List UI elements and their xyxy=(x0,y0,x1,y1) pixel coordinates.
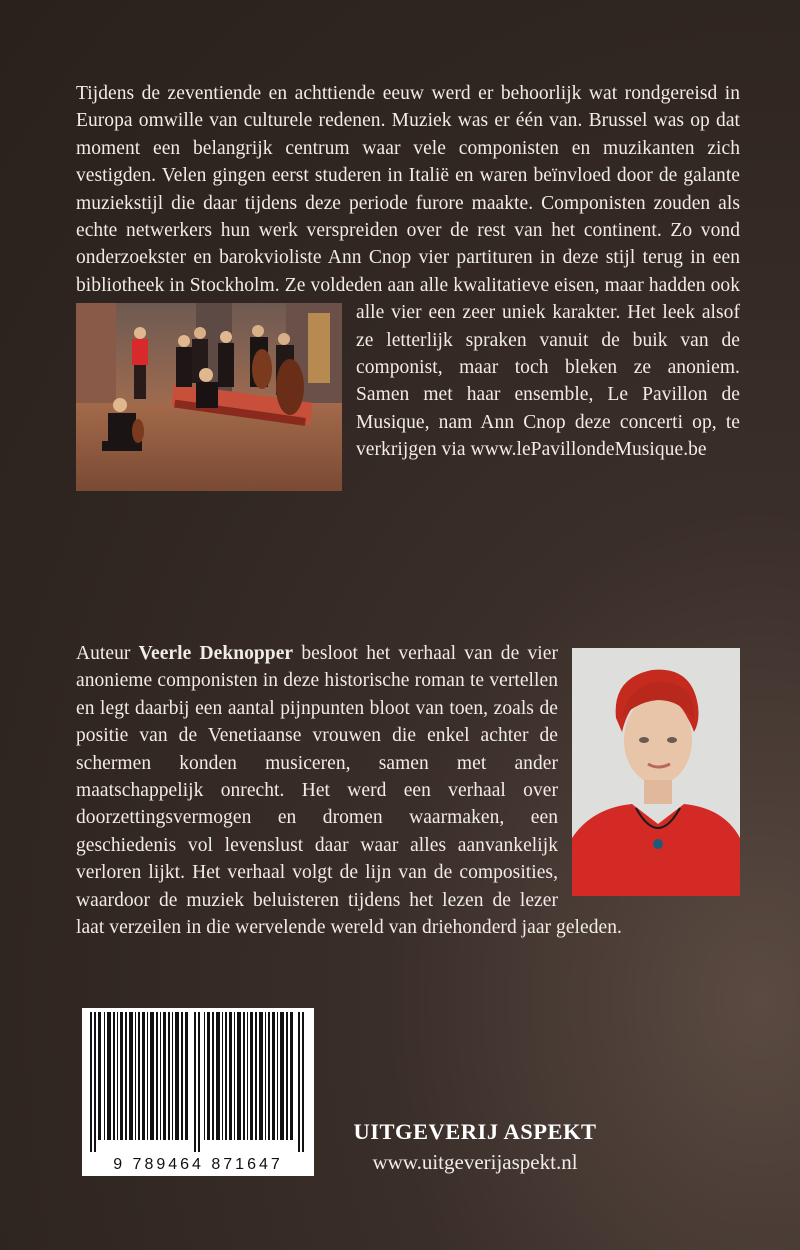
author-photo xyxy=(572,648,740,896)
ensemble-photo-wrapper xyxy=(76,303,342,491)
intro-paragraph xyxy=(76,80,740,497)
author-text: besloot het verhaal van de vier anonieme componisten in deze historische roman te vertellen en legt daarbij een aantal pijnpunten bloot van toen, zoals de positie van de Venetiaanse vrouwen die enkel achter de schermen konden musiceren, samen met ander maatschappelijk onrecht. Het werd een verhaal over doorzettingsvermogen en dromen waarmaken, een geschiedenis vol levenslust daar waar alles aanvankelijk verloren lijkt. Het verhaal volgt de lijn van de composities, waardoor de muziek beluisteren tijdens het lezen de lezer laat verzeilen in die wervelende wereld van driehonderd jaar geleden. xyxy=(76,643,622,939)
publisher-block xyxy=(332,1118,618,1178)
publisher-url: www.uitgeverijaspekt.nl xyxy=(372,1150,578,1174)
barcode-bars xyxy=(82,1008,314,1156)
intro-text-after-image: een zeer uniek karakter. Het leek alsof ze letterlijk spraken vanuit de buik van de componist, maar toch bleken ze anoniem. Samen met haar ensemble, Le Pavillon de Musique, nam Ann Cnop deze concerti op, te verkrijgen via www.lePavillondeMusique.be xyxy=(356,302,740,461)
author-name: Veerle Deknopper xyxy=(138,643,294,664)
intro-text-before-image: Tijdens de zeventiende en achttiende eeuw werd er behoorlijk wat rondgereisd in Europa omwille van culturele redenen. Muziek was er één van. Brussel was op dat moment een belangrijk centrum waar vele componisten en muzikanten zich vestigden. Velen gingen eerst studeren in Italië en waren beïnvloed door de galante muziekstijl die daar tijdens deze periode furore maakte. Componisten zouden als echte netwerkers hun werk verspreiden over de rest van het continent. Zo vond onderzoekster en barokvioliste Ann Cnop vier partituren in deze stijl terug in een bibliotheek in Stockholm. Ze voldeden aan alle kwalitatieve eisen, maar hadden ook alle vier xyxy=(76,83,740,324)
barcode xyxy=(82,1008,314,1176)
author-photo-wrapper xyxy=(572,648,740,896)
ensemble-photo xyxy=(76,303,342,491)
barcode-digits: 9 789464 871647 xyxy=(113,1156,283,1173)
author-paragraph xyxy=(76,640,740,941)
publisher-name: UITGEVERIJ ASPEKT xyxy=(353,1119,597,1144)
author-prefix: Auteur xyxy=(76,643,139,664)
